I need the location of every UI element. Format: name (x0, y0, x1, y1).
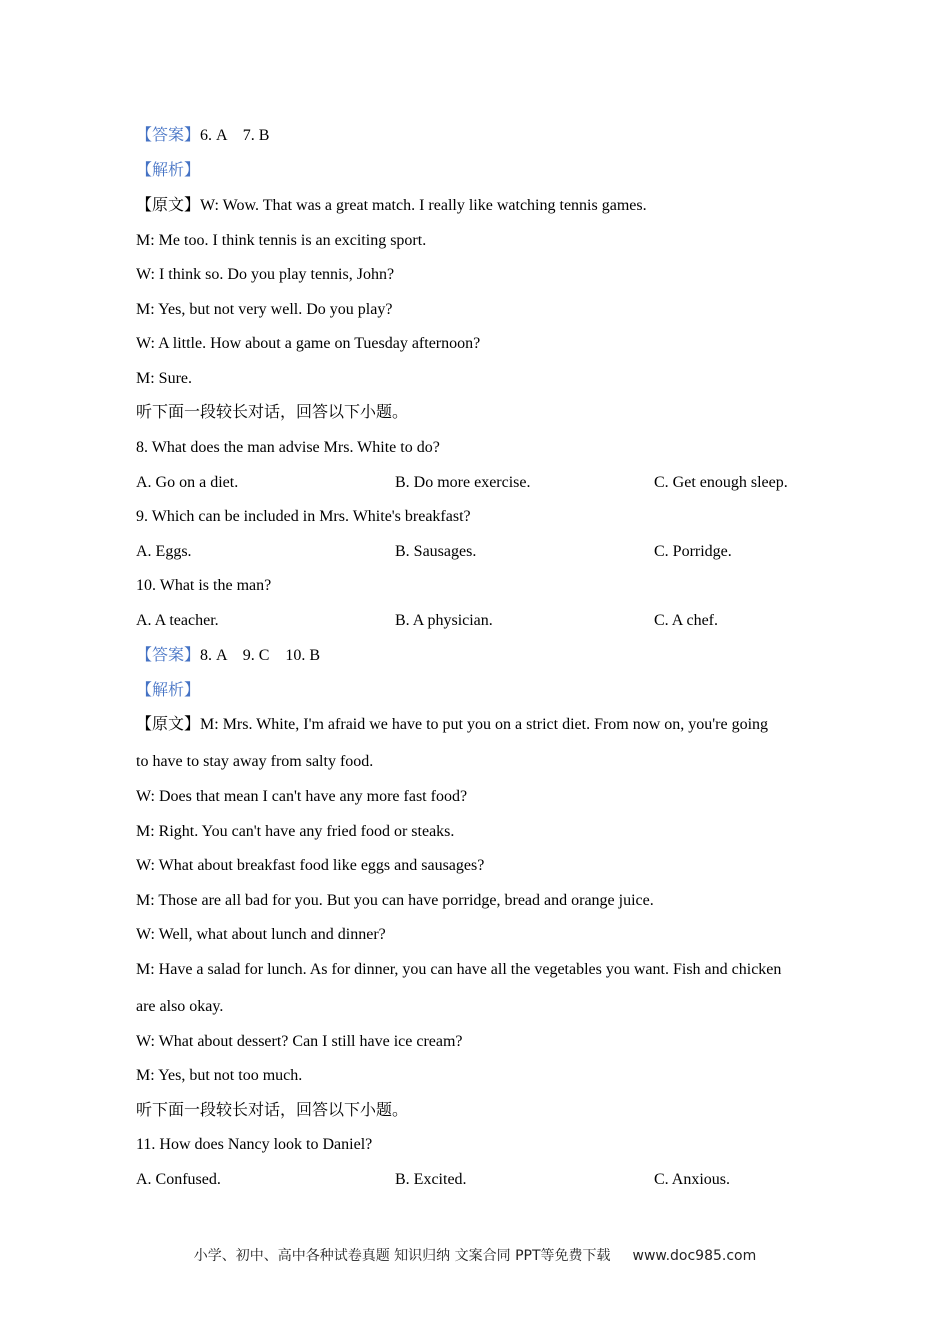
answer-text: 8. A 9. C 10. B (200, 647, 321, 664)
transcript-line: M: Those are all bad for you. But you can have porridge, bread and orange juice. (136, 892, 654, 909)
transcript-line: M: Right. You can't have any fried food or steaks. (136, 823, 455, 840)
transcript-line: W: I think so. Do you play tennis, John? (136, 266, 395, 283)
transcript-line (136, 715, 768, 735)
option-a: A. A teacher. (136, 612, 219, 629)
transcript-line: W: What about dessert? Can I still have ice cream? (136, 1033, 463, 1050)
transcript-text: W: Wow. That was a great match. I really like watching tennis games. (200, 197, 647, 214)
answer-line-2 (136, 646, 320, 666)
transcript-line: M: Yes, but not very well. Do you play? (136, 301, 393, 318)
transcript-line: M: Yes, but not too much. (136, 1067, 303, 1084)
option-a: A. Eggs. (136, 543, 192, 560)
transcript-line: are also okay. (136, 998, 224, 1015)
answer-line-1 (136, 126, 269, 146)
footer-text: 小学、初中、高中各种试卷真题 知识归纳 文案合同 PPT等免费下载 (193, 1248, 611, 1264)
analysis-tag-1: 【解析】 (136, 162, 201, 179)
question-stem: 8. What does the man advise Mrs. White to do? (136, 439, 440, 456)
transcript-line: W: Does that mean I can't have any more fast food? (136, 788, 468, 805)
transcript-line: W: A little. How about a game on Tuesday afternoon? (136, 335, 481, 352)
answer-text: 6. A 7. B (200, 127, 270, 144)
original-tag: 【原文】 (136, 716, 201, 733)
section-instruction: 听下面一段较长对话，回答以下小题。 (136, 1102, 409, 1119)
option-c: C. Porridge. (654, 543, 732, 560)
transcript-line: W: Well, what about lunch and dinner? (136, 926, 386, 943)
section-instruction: 听下面一段较长对话，回答以下小题。 (136, 404, 409, 421)
transcript-line: to have to stay away from salty food. (136, 753, 374, 770)
option-b: B. A physician. (395, 612, 493, 629)
option-c: C. Anxious. (654, 1171, 731, 1188)
question-stem: 11. How does Nancy look to Daniel? (136, 1136, 373, 1153)
transcript-line: M: Have a salad for lunch. As for dinner, you can have all the vegetables you want. Fish and chicken (136, 961, 782, 978)
original-tag: 【原文】 (136, 197, 201, 214)
answer-tag: 【答案】 (136, 127, 201, 144)
question-stem: 10. What is the man? (136, 577, 272, 594)
option-c: C. A chef. (654, 612, 718, 629)
footer-site-link[interactable]: www.doc985.com (632, 1248, 757, 1264)
transcript-text: M: Mrs. White, I'm afraid we have to put you on a strict diet. From now on, you're going (200, 716, 769, 733)
option-b: B. Do more exercise. (395, 474, 531, 491)
transcript-line: M: Me too. I think tennis is an exciting sport. (136, 232, 427, 249)
option-a: A. Go on a diet. (136, 474, 239, 491)
option-b: B. Excited. (395, 1171, 467, 1188)
answer-tag: 【答案】 (136, 647, 201, 664)
analysis-tag-2: 【解析】 (136, 682, 201, 699)
option-a: A. Confused. (136, 1171, 221, 1188)
transcript-line: W: What about breakfast food like eggs and sausages? (136, 857, 485, 874)
transcript-line (136, 196, 647, 216)
transcript-line: M: Sure. (136, 370, 192, 387)
page-footer (0, 1245, 950, 1265)
option-c: C. Get enough sleep. (654, 474, 788, 491)
option-b: B. Sausages. (395, 543, 477, 560)
question-stem: 9. Which can be included in Mrs. White's breakfast? (136, 508, 471, 525)
